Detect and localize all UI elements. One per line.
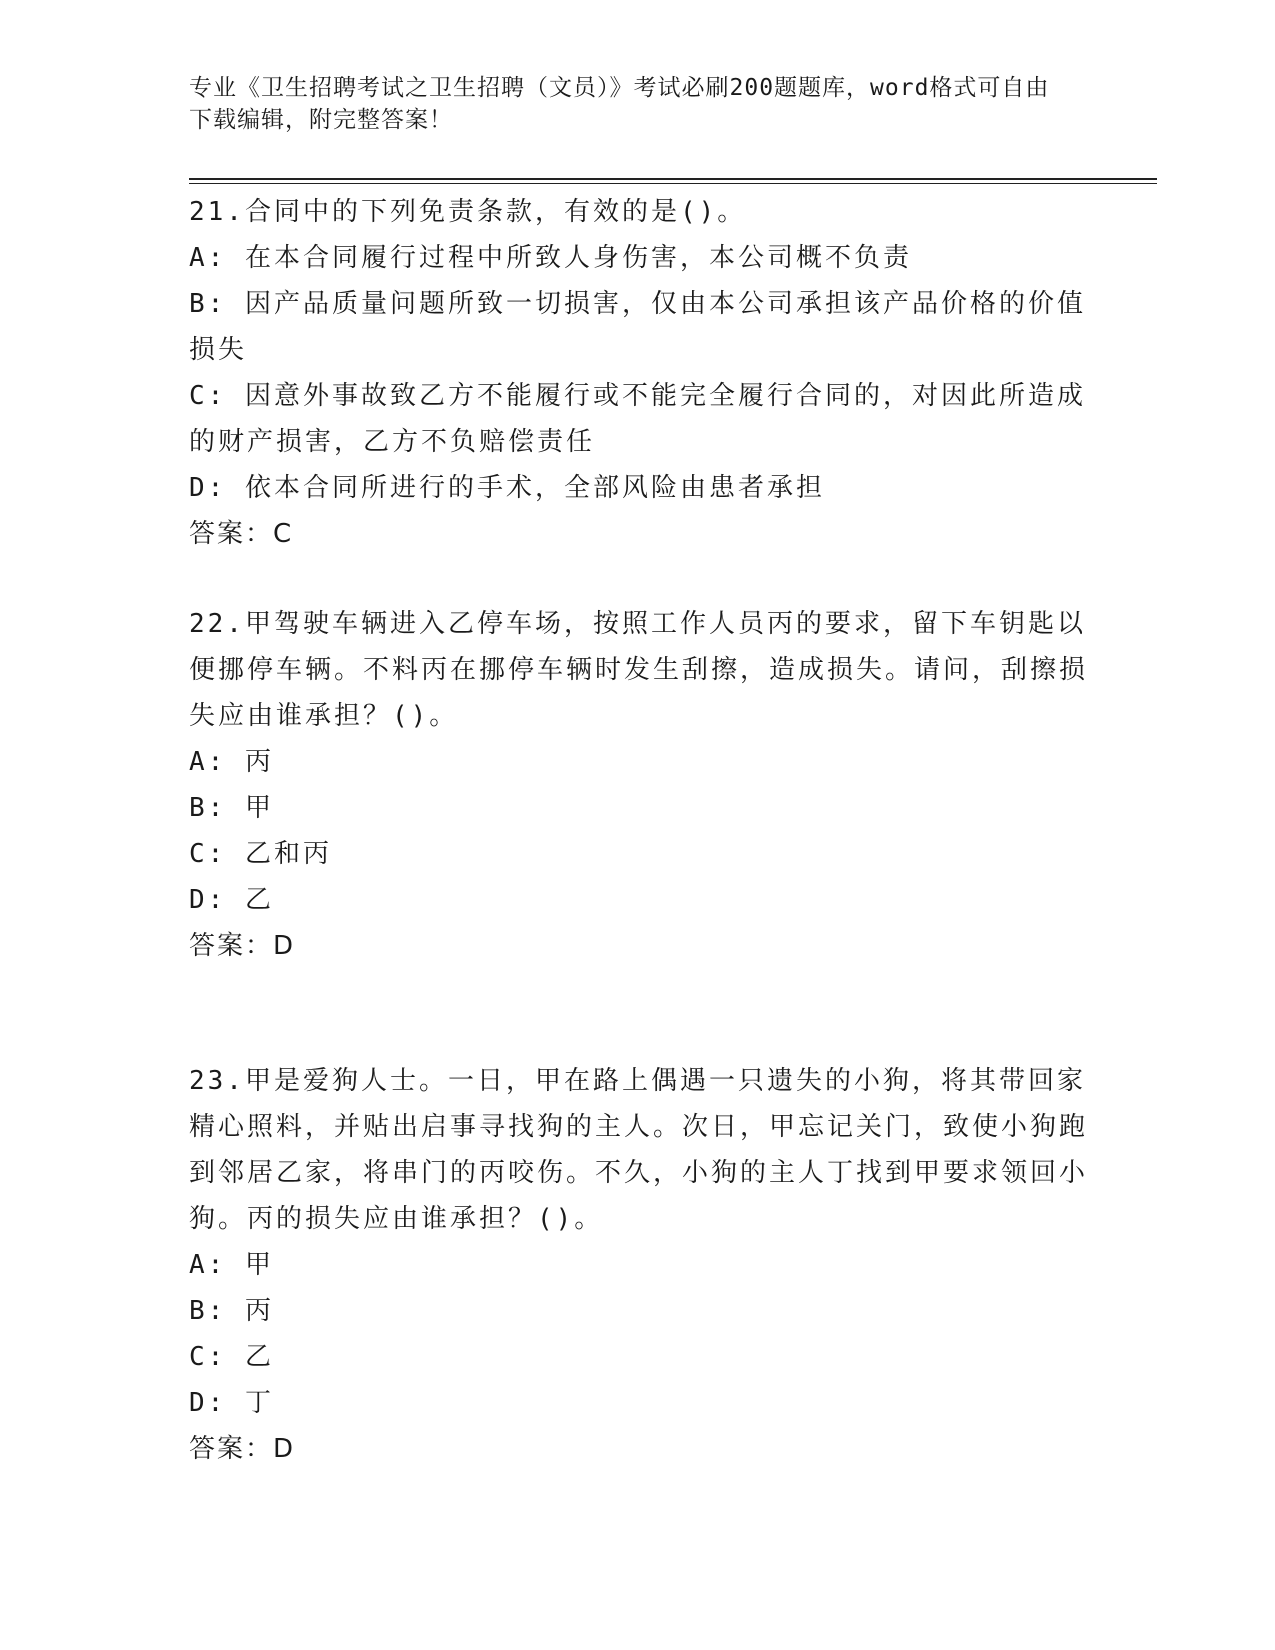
question-21 <box>189 189 1089 557</box>
option-b: B: 因产品质量问题所致一切损害，仅由本公司承担该产品价格的价值损失 <box>189 289 1086 365</box>
question-22 <box>189 601 1089 969</box>
option-c: C: 乙 <box>189 1342 274 1372</box>
answer-label: 答案：C <box>189 519 294 549</box>
option-c: C: 因意外事故致乙方不能履行或不能完全履行合同的，对因此所造成的财产损害，乙方不负赔偿责任 <box>189 381 1086 457</box>
header-divider-thick <box>189 178 1157 180</box>
option-a: A: 丙 <box>189 747 274 777</box>
document-header: 专业《卫生招聘考试之卫生招聘（文员）》考试必刷200题题库，word格式可自由下载编辑，附完整答案！ <box>189 75 1050 133</box>
option-b: B: 甲 <box>189 793 274 823</box>
option-d: D: 乙 <box>189 885 274 915</box>
question-stem: 23.甲是爱狗人士。一日，甲在路上偶遇一只遗失的小狗，将其带回家精心照料，并贴出启事寻找狗的主人。次日，甲忘记关门，致使小狗跑到邻居乙家，将串门的丙咬伤。不久，小狗的主人丁找到甲要求领回小狗。丙的损失应由谁承担？()。 <box>189 1066 1089 1234</box>
option-a: A: 甲 <box>189 1250 274 1280</box>
header-divider-thin <box>189 183 1157 184</box>
answer-label: 答案：D <box>189 931 296 961</box>
option-a: A: 在本合同履行过程中所致人身伤害，本公司概不负责 <box>189 243 912 273</box>
question-stem: 21.合同中的下列免责条款，有效的是()。 <box>189 197 747 227</box>
option-c: C: 乙和丙 <box>189 839 332 869</box>
option-d: D: 丁 <box>189 1388 274 1418</box>
answer-label: 答案：D <box>189 1434 296 1464</box>
option-d: D: 依本合同所进行的手术，全部风险由患者承担 <box>189 473 825 503</box>
question-23 <box>189 1058 1089 1472</box>
question-stem: 22.甲驾驶车辆进入乙停车场，按照工作人员丙的要求，留下车钥匙以便挪停车辆。不料丙在挪停车辆时发生刮擦，造成损失。请问，刮擦损失应由谁承担？()。 <box>189 609 1089 731</box>
option-b: B: 丙 <box>189 1296 274 1326</box>
